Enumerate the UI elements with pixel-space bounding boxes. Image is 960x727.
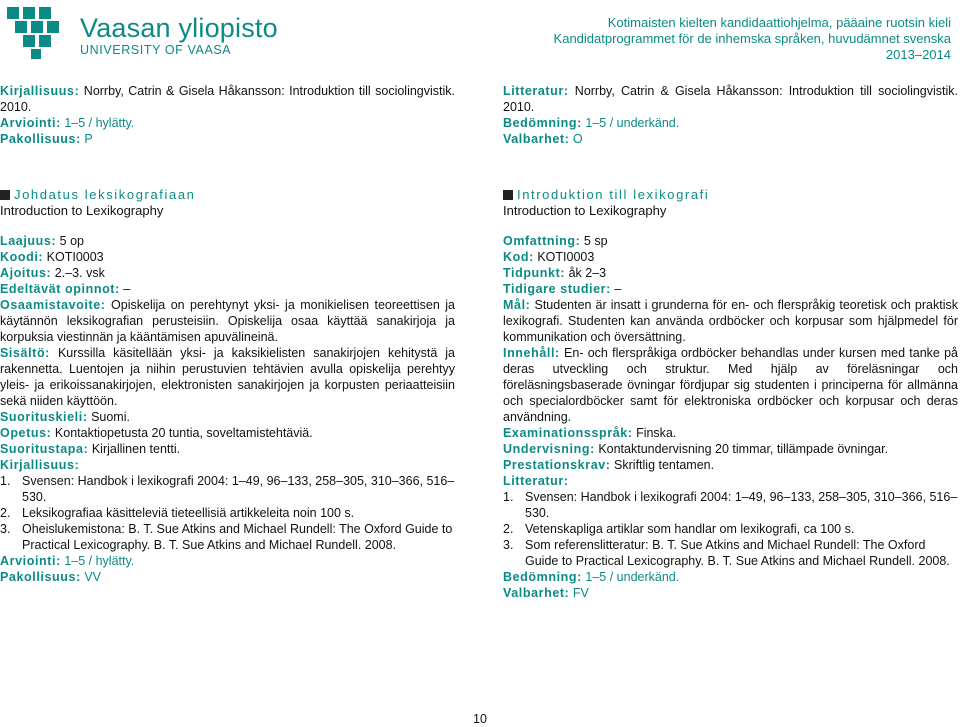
course-literature-label: Kirjallisuus: — [0, 458, 80, 472]
course-prerequisites: Tidigare studier: – — [503, 282, 622, 296]
page-header — [0, 0, 960, 70]
course-title: Introduktion till lexikografi — [503, 187, 958, 203]
prev-course-literature: Kirjallisuus: Norrby, Catrin & Gisela Håkansson: Introduktion till sociolingvistik. 2010. — [0, 84, 455, 114]
course-title: Johdatus leksikografiaan — [0, 187, 455, 203]
list-item: 1. Svensen: Handbok i lexikografi 2004: 1–49, 96–133, 258–305, 310–366, 516–530. — [503, 490, 958, 520]
course-code: Koodi: KOTI0003 — [0, 250, 104, 264]
course-grading: Bedömning: 1–5 / underkänd. — [503, 570, 680, 584]
course-language: Suorituskieli: Suomi. — [0, 410, 130, 424]
list-item: 1. Svensen: Handbok i lexikografi 2004: 1–49, 96–133, 258–305, 310–366, 516–530. — [0, 474, 455, 504]
logo-name: Vaasan yliopisto — [80, 13, 278, 43]
course-content: Sisältö: Kurssilla käsitellään yksi- ja kaksikielisten sanakirjojen kehitystä ja rakennetta. Luentojen ja niihin perustuvien tehtävien avulla opiskelija perehtyy yleis- ja erikoissanakirjojen, elektronisten sanakirjojen ja korpusten periaatteisiin sekä niiden käyttöön. — [0, 346, 455, 408]
list-item: 3. Oheislukemistona: B. T. Sue Atkins and Michael Rundell: The Oxford Guide to Practical Lexicography. B. T. Sue Atkins and Michael Rundell. 2008. — [0, 522, 453, 552]
course-language: Examinationsspråk: Finska. — [503, 426, 677, 440]
course-content: Innehåll: En- och flerspråkiga ordböcker behandlas under kursen med tanke på deras utveckling och struktur. Med hjälp av föreläsningar och föreläsningsbaserade övningar fördjupar sig studenten i principerna för allmänna och specialordböcker samt för elektroniska ordböcker och korpusar och deras användning. — [503, 346, 958, 424]
course-grading: Arviointi: 1–5 / hylätty. — [0, 554, 135, 568]
page-number: 10 — [473, 712, 487, 726]
university-logo-icon — [5, 5, 67, 61]
course-timing: Tidpunkt: åk 2–3 — [503, 266, 607, 280]
course-timing: Ajoitus: 2.–3. vsk — [0, 266, 105, 280]
course-teaching: Undervisning: Kontaktundervisning 20 timmar, tillämpade övningar. — [503, 442, 889, 456]
course-code: Kod: KOTI0003 — [503, 250, 595, 264]
academic-year: 2013–2014 — [885, 47, 951, 62]
program-name-fi: Kotimaisten kielten kandidaattiohjelma, pääaine ruotsin kieli — [607, 15, 951, 30]
course-subtitle: Introduction to Lexikography — [503, 203, 667, 218]
course-objectives: Osaamistavoite: Opiskelija on perehtynyt yksi- ja monikielisen teoreettisen ja käytännön leksikografian perusteisiin. Opiskelija osaa käyttää sanakirjoja ja korpuksia viestinnän ja kääntämisen apuvälineinä. — [0, 298, 455, 344]
course-prerequisites: Edeltävät opinnot: – — [0, 282, 131, 296]
course-objectives: Mål: Studenten är insatt i grunderna för en- och flerspråkig teoretisk och praktisk lexikografi. Studenten kan använda ordböcker och korpusar som hjälpmedel för kommunikation och översättning. — [503, 298, 958, 344]
course-compulsory: Pakollisuus: VV — [0, 570, 101, 584]
course-completion: Prestationskrav: Skriftlig tentamen. — [503, 458, 715, 472]
course-literature-label: Litteratur: — [503, 474, 569, 488]
course-compulsory: Valbarhet: FV — [503, 586, 589, 600]
program-name-sv: Kandidatprogrammet för de inhemska språken, huvudämnet svenska — [553, 31, 951, 46]
list-item: 2. Leksikografiaa käsitteleviä tieteellisiä artikkeleita noin 100 s. — [0, 506, 355, 520]
logo-subtitle: UNIVERSITY OF VAASA — [80, 43, 232, 57]
square-bullet-icon — [503, 190, 513, 200]
prev-course-literature: Litteratur: Norrby, Catrin & Gisela Håkansson: Introduktion till sociolingvistik. 2010. — [503, 84, 958, 114]
logo-wordmark — [80, 14, 278, 57]
list-item: 2. Vetenskapliga artiklar som handlar om lexikografi, ca 100 s. — [503, 522, 855, 536]
prev-course-compulsory: Valbarhet: O — [503, 132, 583, 146]
course-credits: Omfattning: 5 sp — [503, 234, 608, 248]
program-info — [554, 15, 951, 63]
course-teaching: Opetus: Kontaktiopetusta 20 tuntia, soveltamistehtäviä. — [0, 426, 313, 440]
prev-course-grading: Arviointi: 1–5 / hylätty. — [0, 116, 135, 130]
course-credits: Laajuus: 5 op — [0, 234, 85, 248]
square-bullet-icon — [0, 190, 10, 200]
prev-course-grading: Bedömning: 1–5 / underkänd. — [503, 116, 680, 130]
finnish-column — [0, 83, 455, 585]
prev-course-compulsory: Pakollisuus: P — [0, 132, 93, 146]
swedish-column — [503, 83, 958, 601]
list-item: 3. Som referenslitteratur: B. T. Sue Atkins and Michael Rundell: The Oxford Guide to Practical Lexicography. B. T. Sue Atkins and Michael Rundell. 2008. — [503, 538, 950, 568]
course-subtitle: Introduction to Lexikography — [0, 203, 164, 218]
course-completion: Suoritustapa: Kirjallinen tentti. — [0, 442, 181, 456]
